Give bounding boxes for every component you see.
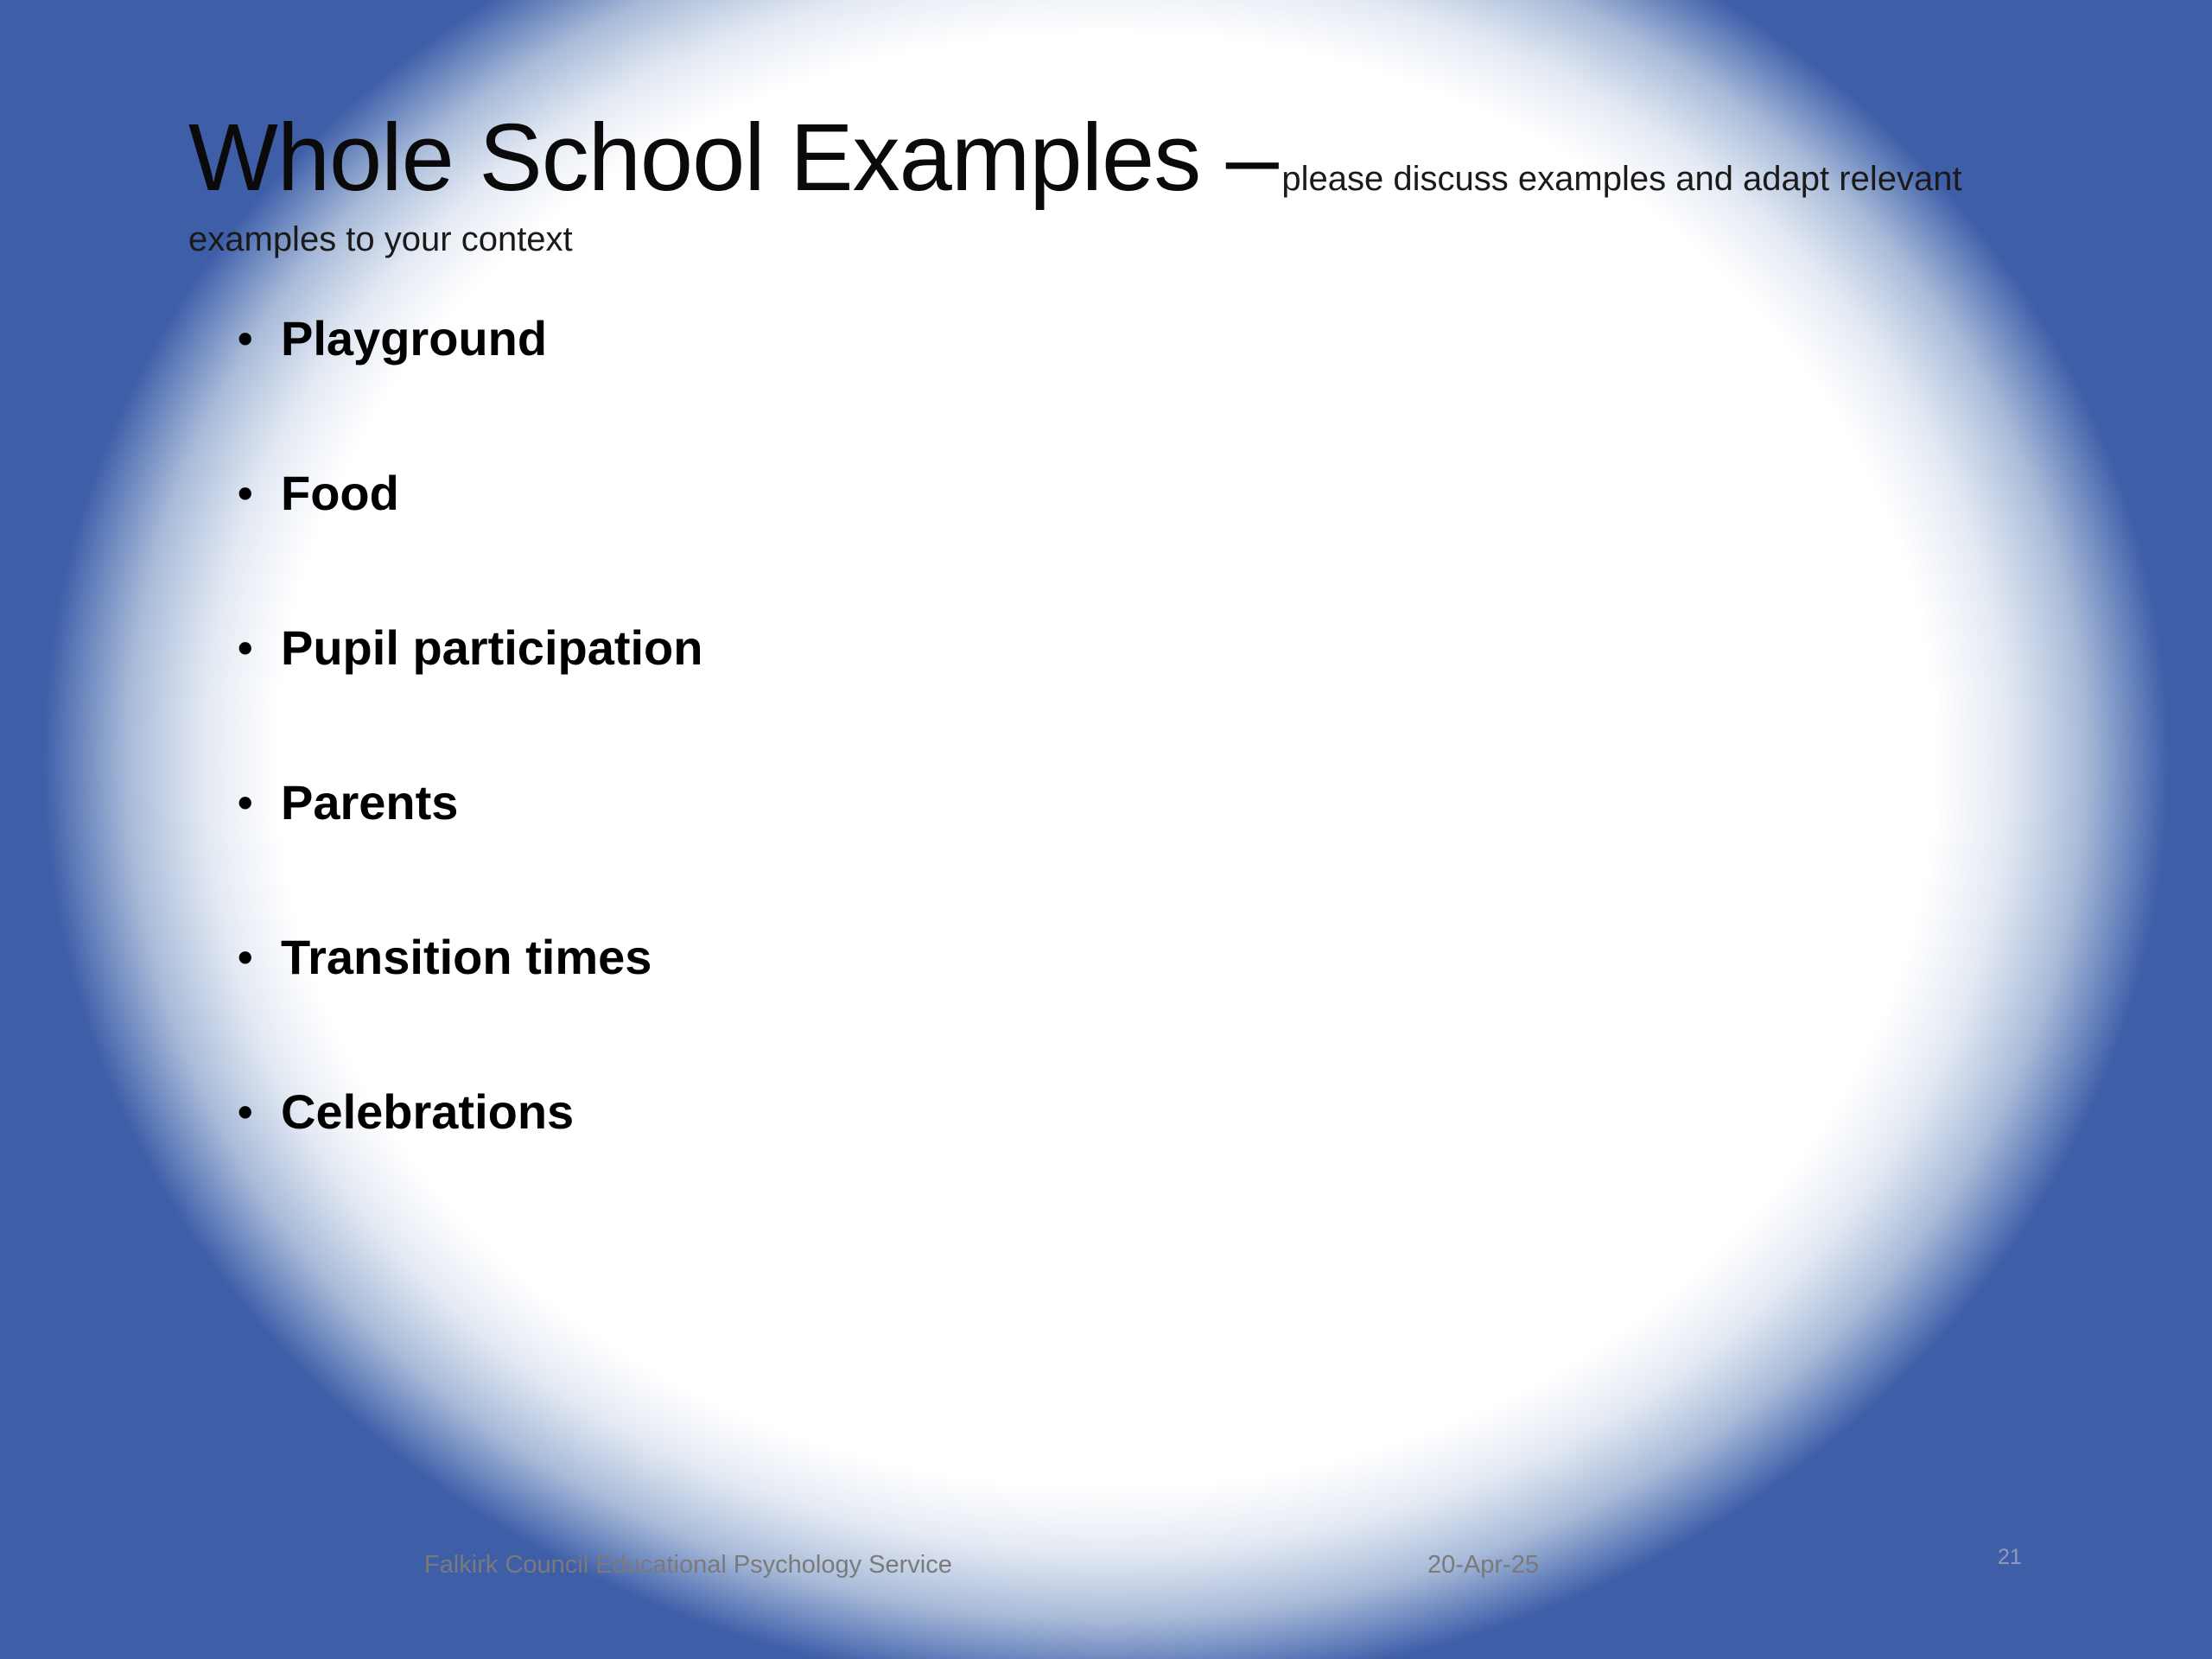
bullet-marker: • (238, 1088, 253, 1136)
bullet-text: Transition times (281, 930, 652, 984)
bullet-marker: • (238, 779, 253, 827)
bullet-marker: • (238, 315, 253, 363)
bullet-text: Playground (281, 311, 548, 365)
bullet-text: Food (281, 466, 399, 520)
footer-organization: Falkirk Council Educational Psychology Service (424, 1551, 952, 1579)
slide-subtitle-line-1: please discuss examples and adapt relevant (1281, 160, 1962, 198)
slide-title: Whole School Examples – (188, 105, 1278, 211)
slide-subtitle-line-2: examples to your context (188, 220, 573, 258)
bullet-marker: • (238, 933, 253, 982)
footer-date: 20-Apr-25 (1427, 1551, 1539, 1579)
slide-number: 21 (1998, 1545, 2022, 1569)
bullet-marker: • (238, 469, 253, 518)
bullet-marker: • (238, 624, 253, 672)
bullet-text: Parents (281, 775, 459, 830)
bullet-text: Pupil participation (281, 620, 703, 675)
title-block (188, 105, 2046, 270)
bullet-text: Celebrations (281, 1084, 575, 1139)
